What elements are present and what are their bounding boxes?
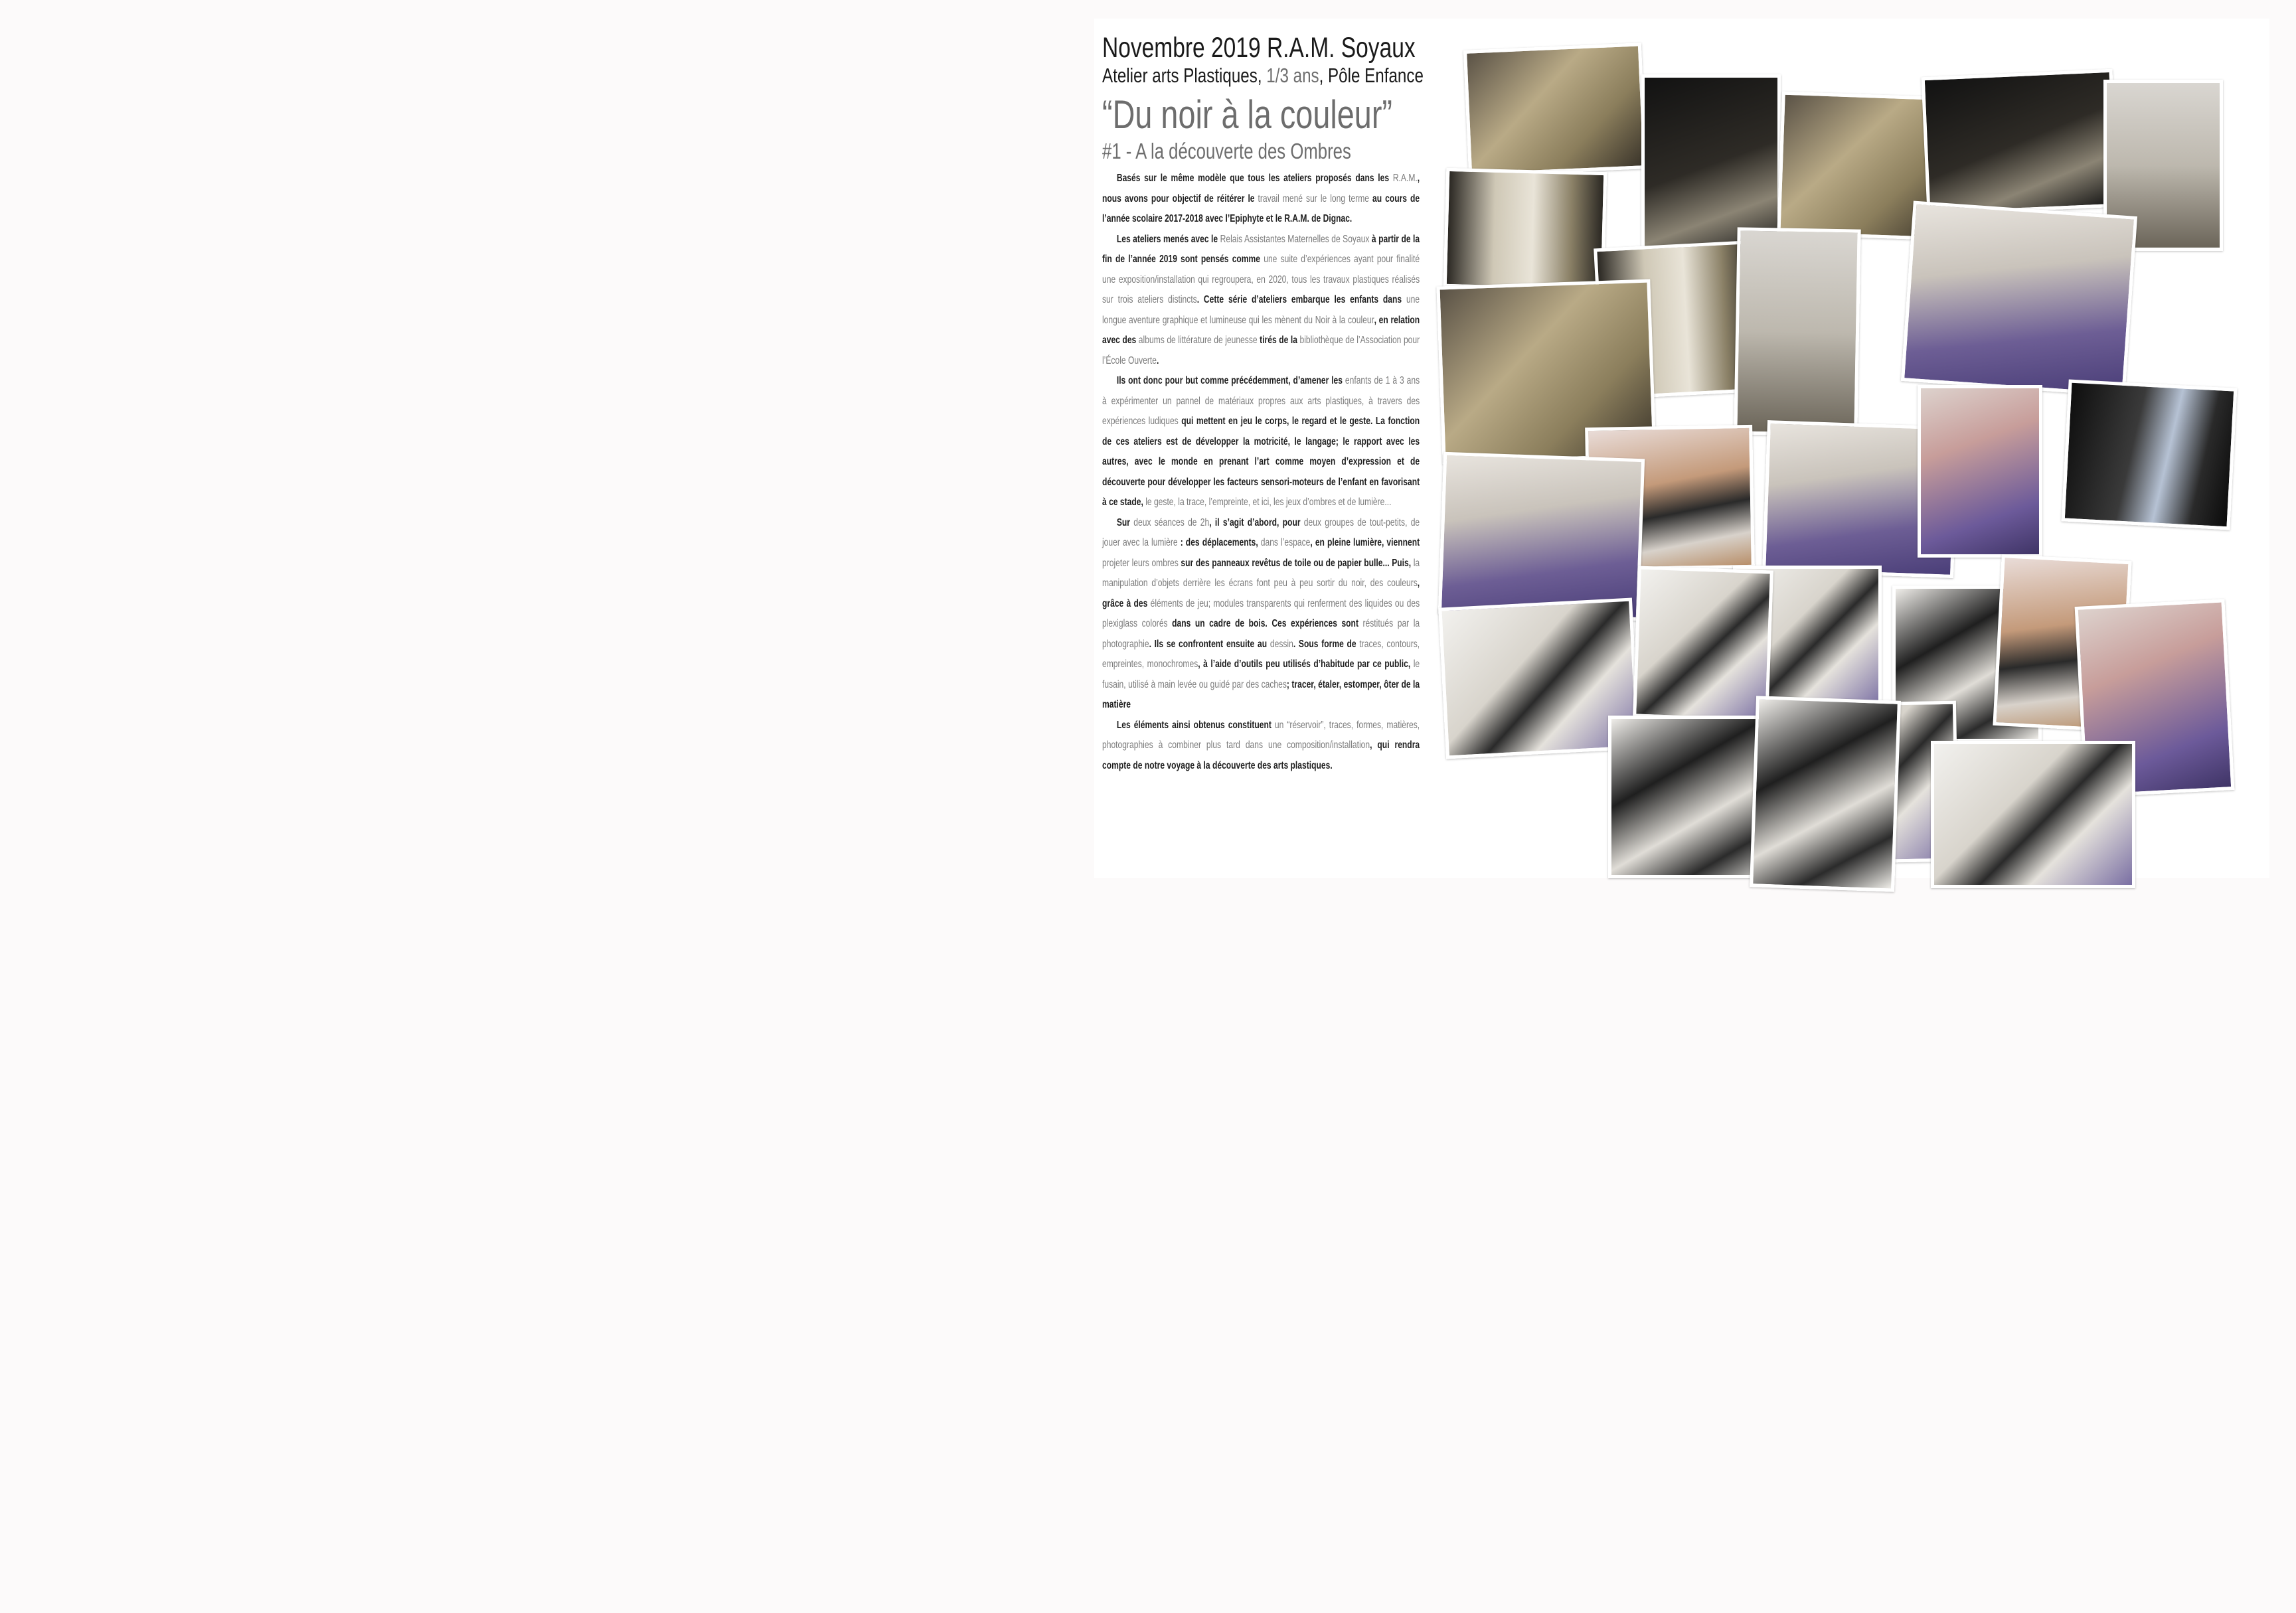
photo-children-floor (1931, 741, 2135, 888)
text-run: enfants de 1 à 3 ans à expérimenter un pannel de matériaux propres aux arts plastiques, à travers des expériences ludiques (1102, 375, 1420, 427)
text-run: , qui rendra compte de notre voyage à la découverte des arts plastiques. (1102, 739, 1420, 771)
text-run: , il s’agit d’abord, pour (1209, 516, 1304, 528)
page-subtitle: #1 - A la découverte des Ombres (1102, 139, 1351, 163)
text-run: le geste, la trace, l’empreinte, et ici, les jeux d’ombres et de lumière... (1145, 497, 1392, 508)
photo-paper-cutouts (1633, 566, 1773, 722)
text-run: éléments de jeu; modules transparents qui renferment des liquides ou des plexiglass colorés (1102, 597, 1420, 629)
text-run: , grâce à des (1102, 577, 1420, 609)
text-run: . (1156, 354, 1159, 366)
body-text (1102, 169, 1420, 776)
text-run: sur des panneaux revêtus de toile ou de papier bulle... Puis, (1178, 557, 1414, 569)
text-run: projeter leurs ombres (1102, 557, 1179, 569)
text-run: Les éléments ainsi obtenus constituent (1116, 719, 1275, 731)
text-run: dessin (1270, 638, 1293, 650)
photo-shadow-window-1 (1463, 42, 1647, 177)
document-page (1094, 19, 2269, 878)
photo-charcoal-strokes (1750, 696, 1901, 891)
text-run: albums de littérature de jeunesse (1138, 335, 1258, 346)
header-workshop (1102, 64, 1424, 88)
paragraph (1102, 230, 1420, 372)
paragraph (1102, 169, 1420, 230)
header-date-place: Novembre 2019 R.A.M. Soyaux (1102, 32, 1416, 64)
text-run: , à l’aide d’outils peu utilisés d’habitude par ce public, (1198, 658, 1414, 670)
photo-shadow-window-5 (1443, 168, 1607, 291)
text-run: , en pleine lumière, viennent (1310, 537, 1420, 548)
text-run: , nous avons pour objectif de réitérer le (1102, 173, 1420, 204)
text-run: deux groupes de tout-petits, de jouer avec la lumière (1102, 516, 1420, 548)
text-run: dans un cadre de bois. Ces expériences sont (1167, 618, 1363, 629)
text-run: à partir de la fin de l’année 2019 sont pensés comme (1102, 233, 1420, 265)
text-run: travail mené sur le long terme (1258, 192, 1369, 204)
photo-light-blur (2062, 380, 2238, 530)
header-workshop-a: Atelier arts Plastiques, (1102, 64, 1267, 87)
text-run: . Ils se confrontent ensuite au (1149, 638, 1270, 650)
header-workshop-c: , Pôle Enfance (1319, 64, 1424, 87)
paragraph (1102, 716, 1420, 777)
text-run: bibliothèque de l’Association pour l’École Ouverte (1102, 335, 1420, 366)
text-run: Basés sur le même modèle que tous les ateliers proposés dans les (1116, 173, 1393, 184)
text-run: Ils ont donc pour but comme précédemment, d’amener les (1116, 375, 1345, 386)
text-run: ; tracer, étaler, estomper, ôter de la matière (1102, 678, 1420, 710)
text-run: Sur (1116, 516, 1134, 528)
text-run: le fusain, utilisé à main levée ou guidé par des caches (1102, 658, 1420, 690)
paragraph (1102, 513, 1420, 716)
paragraph (1102, 371, 1420, 513)
photo-drawing-floor-2 (1438, 452, 1645, 621)
text-run: R.A.M. (1392, 173, 1418, 184)
text-run: Relais Assistantes Maternelles de Soyaux (1220, 233, 1370, 245)
text-run: une longue aventure graphique et lumineuse qui les mènent du Noir à la couleur (1102, 294, 1420, 326)
text-run: tirés de la (1257, 335, 1300, 346)
text-run: une suite d’expériences ayant pour finalité une exposition/installation qui regroupera, en 2020, tous les travaux plastiques réalisés sur trois ateliers distincts (1102, 254, 1420, 305)
text-run: . Sous forme de (1293, 638, 1360, 650)
photo-room-adult (1901, 201, 2137, 397)
photo-shadow-window-7 (1734, 227, 1860, 436)
text-run: dans l’espace (1260, 537, 1311, 548)
photo-shadow-window-4 (1922, 69, 2119, 215)
page-title: “Du noir à la couleur” (1102, 92, 1392, 137)
text-column (1102, 32, 1424, 776)
photo-children-lamp (1918, 385, 2042, 558)
text-run: un “réservoir”, traces, formes, matières, photographies à combiner plus tard dans une composition/installation (1102, 719, 1420, 751)
text-run: au cours de l’année scolaire 2017-2018 avec l’Epiphyte et le R.A.M. de Dignac. (1102, 192, 1420, 224)
text-run: réstitués par la photographie (1102, 618, 1420, 650)
text-run: , en relation avec des (1102, 314, 1420, 346)
text-run: Les ateliers menés avec le (1116, 233, 1220, 245)
text-run: la manipulation d’objets derrière les écrans font peu à peu sortir du noir, des couleurs (1102, 557, 1420, 589)
text-run: qui mettent en jeu le corps, le regard et le geste. La fonction de ces ateliers est de développer la motricité, le langage; le rapport avec les autres, avec le monde en prenant l’art comme moyen d’expression et de découverte pour développer les facteurs sensori-moteurs de l’enfant en favorisant à ce stade, (1102, 416, 1420, 508)
text-run: deux séances de 2h (1133, 516, 1210, 528)
text-run: : des déplacements, (1177, 537, 1261, 548)
text-run: traces, contours, empreintes, monochromes (1102, 638, 1420, 670)
text-run: . Cette série d’ateliers embarque les enfants dans (1196, 294, 1406, 305)
header-age: 1/3 ans (1266, 64, 1319, 87)
